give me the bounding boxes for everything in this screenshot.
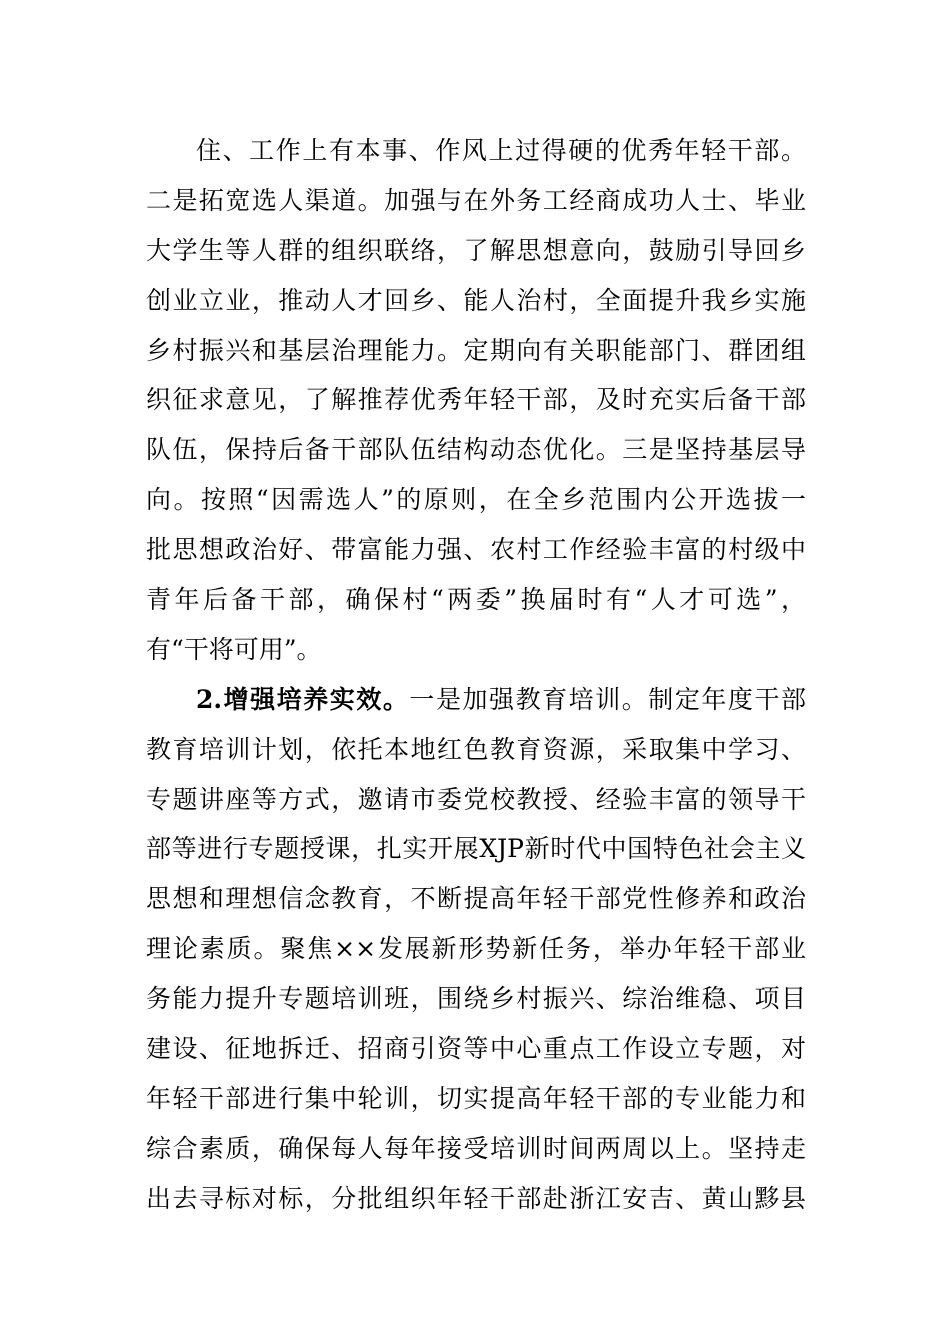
text-line: 大学生等人群的组织联络，了解思想意向，鼓励引导回乡 [146,235,806,265]
text-line [146,675,806,725]
text-line: 队伍，保持后备干部队伍结构动态优化。三是坚持基层导 [146,435,806,465]
text-line: 部等进行专题授课，扎实开展XJP新时代中国特色社会主义 [146,834,806,864]
text-line: 住、工作上有本事、作风上过得硬的优秀年轻干部。 [196,136,806,165]
body-text [146,126,806,1224]
text-line: 综合素质，确保每人每年接受培训时间两周以上。坚持走 [146,1133,806,1163]
text-line: 创业立业，推动人才回乡、能人治村，全面提升我乡实施 [146,285,806,315]
section-heading: 2.增强培养实效。 [196,684,410,714]
text-line: 批思想政治好、带富能力强、农村工作经验丰富的村级中 [146,535,806,565]
text-line: 专题讲座等方式，邀请市委党校教授、经验丰富的领导干 [146,784,806,814]
text-line: 教育培训计划，依托本地红色教育资源，采取集中学习、 [146,734,806,764]
text-line: 务能力提升专题培训班，围绕乡村振兴、综治维稳、项目 [146,984,806,1014]
text-line: 乡村振兴和基层治理能力。定期向有关职能部门、群团组 [146,335,806,365]
text-line: 织征求意见，了解推荐优秀年轻干部，及时充实后备干部 [146,385,806,415]
text-line: 思想和理想信念教育，不断提高年轻干部党性修养和政治 [146,884,806,914]
text-line: 青年后备干部，确保村“两委”换届时有“人才可选”， [146,585,806,615]
text-run: 一是加强教育培训。制定年度干部 [409,684,806,714]
text-line: 年轻干部进行集中轮训，切实提高年轻干部的专业能力和 [146,1083,806,1113]
text-line: 出去寻标对标，分批组织年轻干部赴浙江安吉、黄山黟县 [146,1183,806,1213]
text-line: 向。按照“因需选人”的原则，在全乡范围内公开选拔一 [146,485,806,515]
text-line: 建设、征地拆迁、招商引资等中心重点工作设立专题，对 [146,1034,806,1064]
text-line: 理论素质。聚焦××发展新形势新任务，举办年轻干部业 [146,934,806,964]
text-line: 二是拓宽选人渠道。加强与在外务工经商成功人士、毕业 [146,185,806,215]
text-line: 有“干将可用”。 [146,634,322,664]
paragraph-1 [146,126,806,675]
paragraph-2 [146,675,806,1224]
